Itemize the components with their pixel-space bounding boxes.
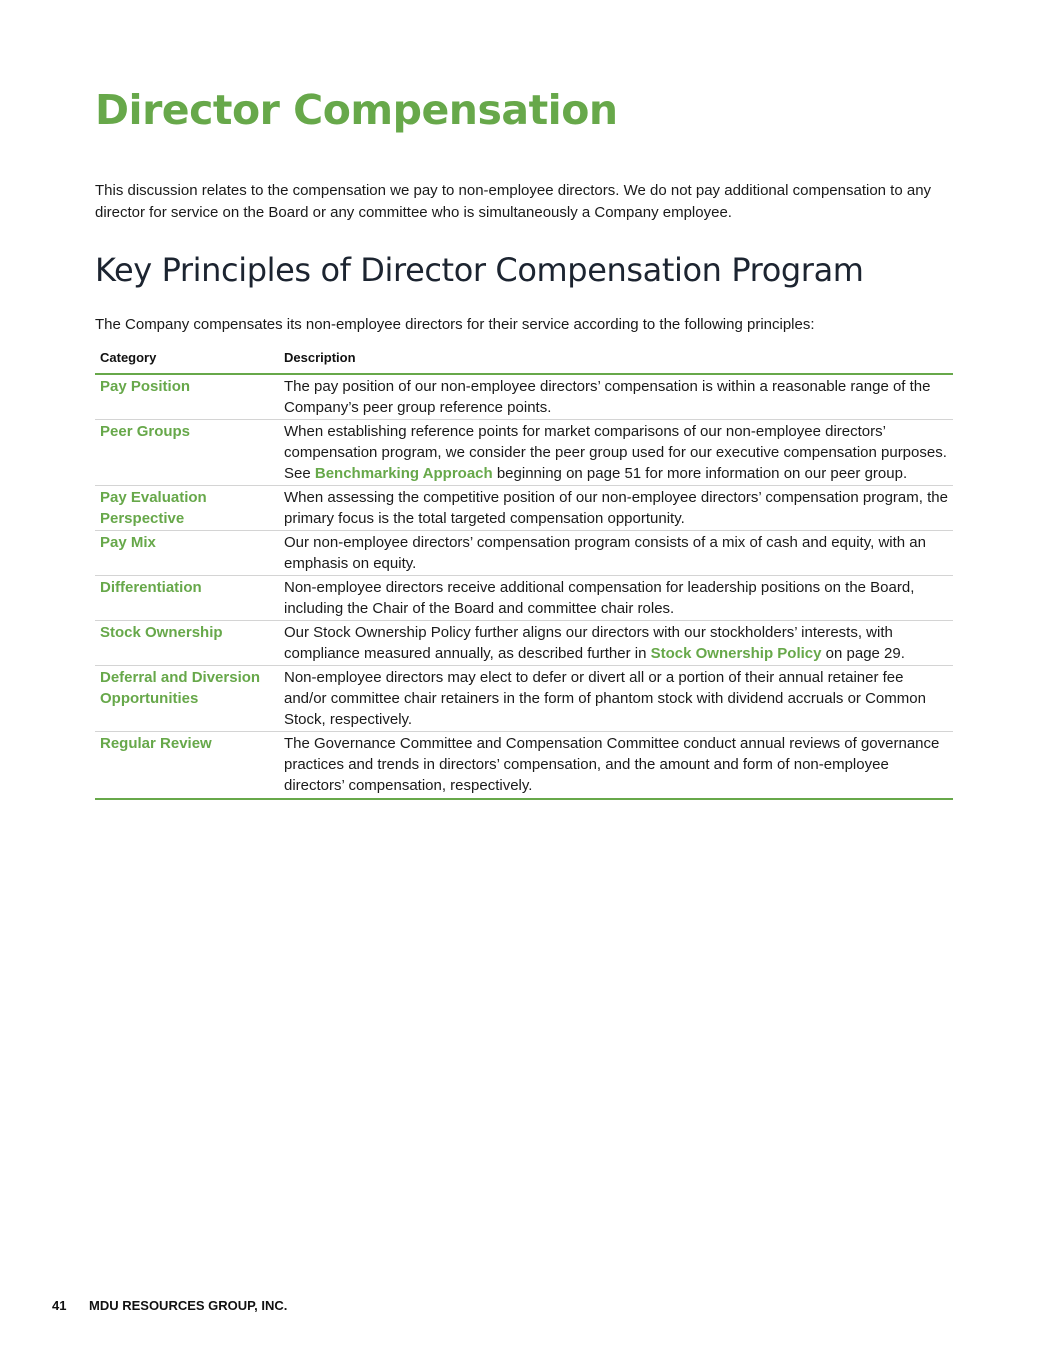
row-description (279, 420, 953, 486)
table-row (95, 576, 953, 621)
row-description: Non-employee directors may elect to defer or divert all or a portion of their annual retainer fee and/or committee chair retainers in the form of phantom stock with dividend accruals or Common Stock, respectively. (279, 666, 953, 732)
principles-table (95, 345, 953, 800)
row-category: Pay Position (95, 374, 279, 420)
row-description: The Governance Committee and Compensation Committee conduct annual reviews of governance practices and trends in directors’ compensation, and the amount and form of non-employee directors’ compensation, respectively. (279, 732, 953, 800)
table-row (95, 486, 953, 531)
page-number: 41 (52, 1298, 67, 1313)
page-title: Director Compensation (95, 86, 618, 134)
table-row (95, 732, 953, 800)
table-row (95, 666, 953, 732)
table-row (95, 420, 953, 486)
page-footer (52, 1298, 287, 1313)
row-category: Pay Mix (95, 531, 279, 576)
description-text: When establishing reference points for market comparisons of our non-employee directors’ compensation program, we consider the peer group used for our executive compensation purposes. See (284, 423, 947, 482)
table-row (95, 621, 953, 666)
description-text: on page 29. (821, 645, 905, 662)
category-column-header: Category (95, 345, 279, 374)
lead-paragraph: The Company compensates its non-employee directors for their service according to the following principles: (95, 316, 815, 333)
row-category: Regular Review (95, 732, 279, 800)
row-description (279, 621, 953, 666)
row-category: Stock Ownership (95, 621, 279, 666)
row-description: Non-employee directors receive additional compensation for leadership positions on the Board, including the Chair of the Board and committee chair roles. (279, 576, 953, 621)
row-description: The pay position of our non-employee directors’ compensation is within a reasonable range of the Company’s peer group reference points. (279, 374, 953, 420)
table-row (95, 374, 953, 420)
description-text: Our Stock Ownership Policy further aligns our directors with our stockholders’ interests, with compliance measured annually, as described further in (284, 624, 893, 662)
stock-ownership-policy-link[interactable]: Stock Ownership Policy (650, 645, 822, 662)
row-category: Deferral and Diversion Opportunities (95, 666, 279, 732)
row-category: Differentiation (95, 576, 279, 621)
row-description: Our non-employee directors’ compensation program consists of a mix of cash and equity, with an emphasis on equity. (279, 531, 953, 576)
row-category: Peer Groups (95, 420, 279, 486)
company-name: MDU RESOURCES GROUP, INC. (89, 1298, 288, 1313)
benchmarking-approach-link[interactable]: Benchmarking Approach (314, 465, 493, 482)
table-row (95, 531, 953, 576)
description-text: beginning on page 51 for more information on our peer group. (492, 465, 908, 482)
section-title: Key Principles of Director Compensation Program (95, 251, 864, 289)
row-category: Pay Evaluation Perspective (95, 486, 279, 531)
description-column-header: Description (279, 345, 953, 374)
intro-paragraph: This discussion relates to the compensation we pay to non-employee directors. We do not pay additional compensation to any director for service on the Board or any committee who is simultaneously a Company employee. (95, 182, 932, 221)
row-description: When assessing the competitive position of our non-employee directors’ compensation program, the primary focus is the total targeted compensation opportunity. (279, 486, 953, 531)
table-header-row (95, 345, 953, 374)
